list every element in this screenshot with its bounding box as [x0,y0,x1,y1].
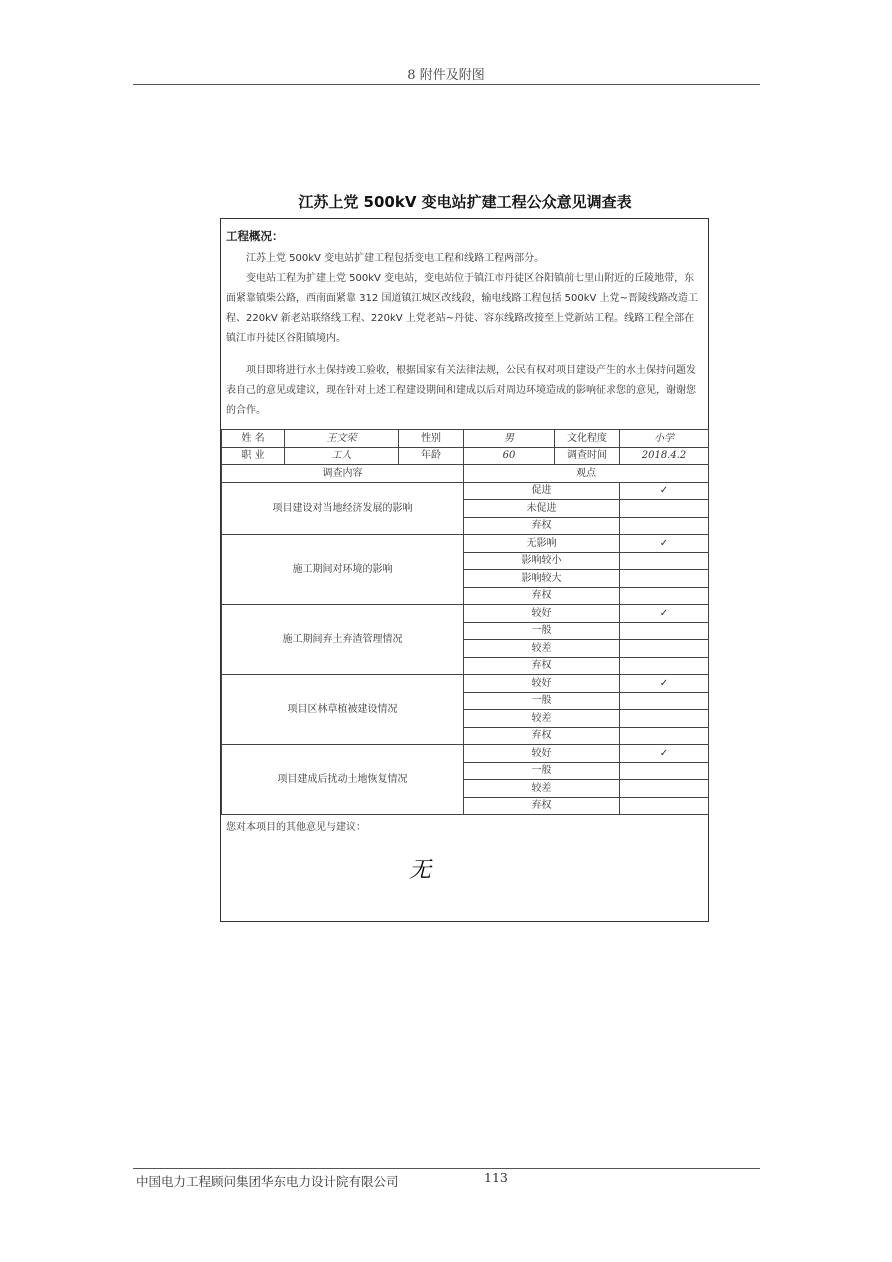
option-label: 弃权 [464,797,620,815]
overview-paragraph: 变电站工程为扩建上党 500kV 变电站，变电站位于镇江市丹徒区谷阳镇前七里山附近的丘陵地带，东面紧靠镇柴公路，西南面紧靠 312 国道镇江城区改线段，输电线路工程包括 500kV 上党~晋陵线路改造工程、220kV 新老站联络线工程、220kV 上党老站~丹徒、容东线路改接至上党新站工程。线路工程全部在镇江市丹徒区谷阳镇境内。 [226,273,698,344]
check-mark-icon: ✓ [659,485,669,497]
survey-option-row [222,482,709,500]
check-cell [620,762,709,780]
age-label: 年龄 [399,447,464,465]
check-cell [620,570,709,588]
gender-value: 男 [464,430,555,448]
check-cell [620,605,709,623]
respondent-row [222,430,709,448]
project-overview [221,219,708,429]
page-header: 8 附件及附图 [407,68,485,83]
survey-option-row [222,745,709,763]
option-label: 影响较大 [464,570,620,588]
occupation-value: 工人 [285,447,399,465]
check-cell [620,675,709,693]
check-cell [620,500,709,518]
option-label: 一般 [464,692,620,710]
check-cell [620,657,709,675]
occupation-label: 职 业 [222,447,285,465]
comment-label: 您对本项目的其他意见与建议： [226,822,366,833]
check-cell [620,710,709,728]
option-label: 影响较小 [464,552,620,570]
option-label: 未促进 [464,500,620,518]
check-cell [620,640,709,658]
check-cell [620,797,709,815]
option-label: 弃权 [464,657,620,675]
check-cell [620,727,709,745]
check-cell [620,780,709,798]
name-value: 王文荣 [285,430,399,448]
option-label: 较好 [464,745,620,763]
option-label: 较差 [464,780,620,798]
age-value: 60 [464,447,555,465]
check-mark-icon: ✓ [659,747,669,759]
overview-heading: 工程概况： [226,229,284,243]
date-label: 调查时间 [555,447,620,465]
check-cell [620,622,709,640]
header-rule [133,84,760,85]
question-text: 施工期间弃土弃渣管理情况 [222,605,464,675]
survey-form [220,218,709,922]
check-cell [620,587,709,605]
gender-label: 性别 [399,430,464,448]
survey-option-row [222,675,709,693]
option-label: 较差 [464,640,620,658]
comment-value: 无 [409,858,432,883]
overview-paragraph: 项目即将进行水土保持竣工验收，根据国家有关法律法规，公民有权对项目建设产生的水土保持问题发表自己的意见或建议，现在针对上述工程建设期间和建成以后对周边环境造成的影响征求您的意见，谢谢您的合作。 [226,365,696,416]
survey-option-row [222,605,709,623]
footer-company: 中国电力工程顾问集团华东电力设计院有限公司 [136,1174,399,1189]
option-label: 促进 [464,482,620,500]
content-column-header: 调查内容 [222,465,464,483]
option-label: 弃权 [464,587,620,605]
survey-table [221,429,709,815]
question-text: 项目建成后扰动土地恢复情况 [222,745,464,815]
question-text: 施工期间对环境的影响 [222,535,464,605]
check-cell [620,552,709,570]
overview-paragraph: 江苏上党 500kV 变电站扩建工程包括变电工程和线路工程两部分。 [246,253,545,264]
opinion-column-header: 观点 [464,465,709,483]
check-cell [620,482,709,500]
option-label: 较好 [464,605,620,623]
option-label: 一般 [464,622,620,640]
date-value: 2018.4.2 [620,447,709,465]
check-mark-icon: ✓ [659,607,669,619]
option-label: 一般 [464,762,620,780]
footer-rule [133,1168,760,1169]
survey-option-row [222,535,709,553]
question-text: 项目建设对当地经济发展的影响 [222,482,464,535]
option-label: 无影响 [464,535,620,553]
check-cell [620,517,709,535]
check-mark-icon: ✓ [659,677,669,689]
education-value: 小学 [620,430,709,448]
name-label: 姓 名 [222,430,285,448]
comment-section [221,814,708,922]
form-title: 江苏上党 500kV 变电站扩建工程公众意见调查表 [298,193,632,211]
option-label: 弃权 [464,727,620,745]
check-cell [620,692,709,710]
page-number: 113 [484,1170,508,1185]
respondent-row [222,447,709,465]
option-label: 较好 [464,675,620,693]
question-text: 项目区林草植被建设情况 [222,675,464,745]
check-cell [620,535,709,553]
option-label: 弃权 [464,517,620,535]
check-mark-icon: ✓ [659,537,669,549]
education-label: 文化程度 [555,430,620,448]
check-cell [620,745,709,763]
option-label: 较差 [464,710,620,728]
column-header-row [222,465,709,483]
